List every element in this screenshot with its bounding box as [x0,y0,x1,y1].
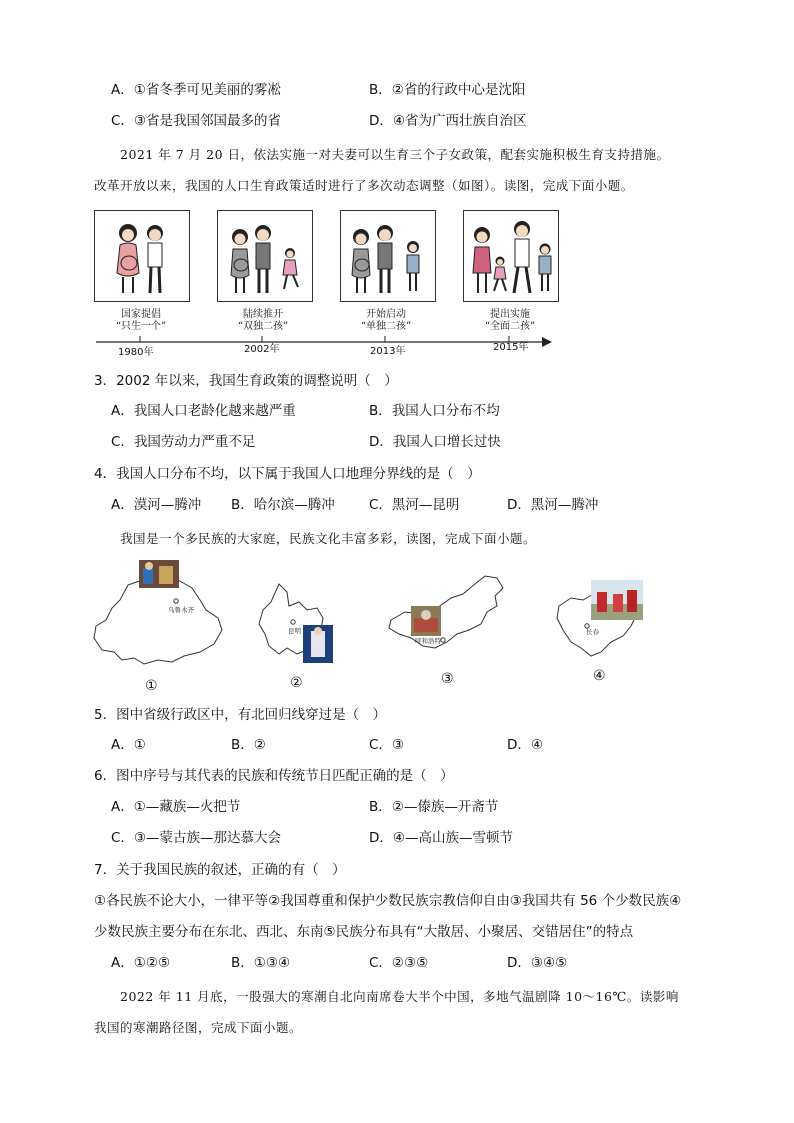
q6-option-a: A．①—藏族—火把节 [111,799,241,815]
q6-option-c: C．③—蒙古族—那达慕大会 [111,830,282,846]
map-1-photo [139,560,179,588]
caption-2015-line2: “全面二孩” [484,321,536,332]
map-3-photo [411,606,441,636]
caption-1980-line2: “只生一个” [115,321,167,332]
caption-2002-line2: “双独二孩” [237,321,289,332]
q5-option-a: A．① [111,737,146,753]
q5-stem: 5．图中省级行政区中，有北回归线穿过是（ ） [94,707,387,723]
intro-cold-line1: 2022 年 11 月底，一股强大的寒潮自北向南席卷大半个中国，多地气温剧降 10～16℃。读影响 [120,989,679,1004]
panel-2002 [217,210,313,302]
intro-population-line2: 改革开放以来，我国的人口生育政策适时进行了多次动态调整（如图）。读图，完成下面小题。 [94,178,634,193]
q5-option-c: C．③ [369,737,405,753]
option-d: D．④省为广西壮族自治区 [369,113,527,129]
caption-1980-line1: 国家提倡 [121,309,161,320]
map-3-outline [385,572,510,662]
map-2-label: ② [290,675,303,691]
q7-stem: 7．关于我国民族的叙述，正确的有（ ） [94,862,346,878]
q4-stem: 4．我国人口分布不均，以下属于我国人口地理分界线的是（ ） [94,466,481,482]
caption-2013-line1: 开始启动 [366,309,406,320]
city-hohhot: 呼和浩特 [415,637,441,645]
intro-cold-line2: 我国的寒潮路径图，完成下面小题。 [94,1020,303,1035]
city-changchun: 长春 [586,628,599,636]
map-4-label: ④ [593,668,606,684]
year-1980: 1980年 [118,347,154,358]
panel-2013 [340,210,436,302]
option-b: B．②省的行政中心是沈阳 [369,82,526,98]
q6-stem: 6．图中序号与其代表的民族和传统节日匹配正确的是（ ） [94,768,454,784]
year-2013: 2013年 [370,346,406,357]
caption-2015-line1: 提出实施 [490,309,530,320]
map-1-label: ① [145,678,158,694]
q4-option-d: D．黑河—腾冲 [507,497,599,513]
q6-option-d: D．④—高山族—雪顿节 [369,830,513,846]
option-a: A．①省冬季可见美丽的雾凇 [111,82,281,98]
q6-option-b: B．②—傣族—开斋节 [369,799,499,815]
caption-2013-line2: “单独二孩” [360,321,412,332]
map-4-photo [591,580,643,620]
q3-option-a: A．我国人口老龄化越来越严重 [111,403,296,419]
panel-2015 [463,210,559,302]
year-2015: 2015年 [493,342,529,353]
q3-stem: 3．2002 年以来，我国生育政策的调整说明（ ） [94,373,398,389]
q7-option-b: B．①③④ [231,955,291,971]
q7-option-a: A．①②⑤ [111,955,171,971]
family-two-parents-child-illustration [341,211,435,301]
option-c: C．③省是我国邻国最多的省 [111,113,282,129]
city-urumqi: 乌鲁木齐 [168,606,194,614]
intro-ethnic: 我国是一个多民族的大家庭，民族文化丰富多彩，读图，完成下面小题。 [120,531,537,546]
q7-statement-line2: 少数民族主要分布在东北、西北、东南⑤民族分布具有“大散居、小聚居、交错居住”的特点 [94,924,634,940]
intro-population-line1: 2021 年 7 月 20 日，依法实施一对夫妻可以生育三个子女政策，配套实施积极生育支持措施。 [120,147,670,162]
map-2-photo [303,625,333,663]
q5-option-b: B．② [231,737,266,753]
q5-option-d: D．④ [507,737,543,753]
family-two-children-illustration [464,211,558,301]
q3-option-c: C．我国劳动力严重不足 [111,434,256,450]
q7-option-d: D．③④⑤ [507,955,568,971]
q7-option-c: C．②③⑤ [369,955,429,971]
family-one-child-illustration [218,211,312,301]
q3-option-b: B．我国人口分布不均 [369,403,500,419]
year-2002: 2002年 [244,344,280,355]
q3-option-d: D．我国人口增长过快 [369,434,501,450]
caption-2002-line1: 陆续推开 [243,309,283,320]
q4-option-a: A．漠河—腾冲 [111,497,202,513]
couple-illustration [95,211,189,301]
city-kunming: 昆明 [288,627,301,635]
q4-option-b: B．哈尔滨—腾冲 [231,497,335,513]
q4-option-c: C．黑河—昆明 [369,497,460,513]
timeline-axis [94,334,554,348]
map-3-label: ③ [441,671,454,687]
q7-statement-line1: ①各民族不论大小，一律平等②我国尊重和保护少数民族宗教信仰自由③我国共有 56 个少数民族④ [94,893,682,909]
panel-1980 [94,210,190,302]
